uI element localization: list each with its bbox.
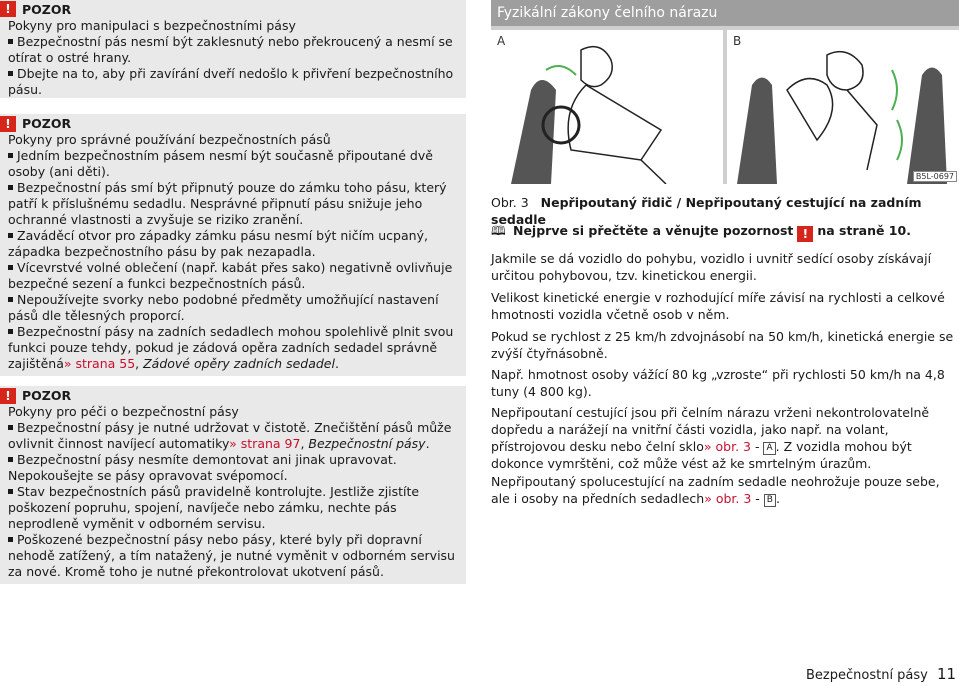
caption-text: Nepřipoutaný řidič / Nepřipoutaný cestující na zadním sedadle (491, 195, 922, 227)
paragraph: Jakmile se dá vozidlo do pohybu, vozidlo i uvnitř sedící osoby získávají určitou pohybovou, tzv. kinetickou energii. (491, 251, 932, 283)
warning-title: POZOR (22, 2, 72, 17)
figure-label-b: B (764, 494, 776, 507)
note-line: 🕮 Nejprve si přečtěte a věnujte pozornost ! na straně 10. (491, 223, 911, 241)
section-reference: Zádové opěry zadních sedadel (143, 356, 335, 371)
page-number: 11 (937, 665, 957, 683)
warning-item: Bezpečnostní pás nesmí být zaklesnutý nebo překroucený a nesmí se otírat o ostré hrany. (8, 34, 453, 65)
figure-code: B5L-0697 (913, 171, 957, 182)
warning-item: Bezpečnostní pásy na zadních sedadlech mohou spolehlivě plnit svou funkci pouze tehdy, pokud je zádová opěra zadních sedadel správně zajištěná» strana 55, Zádové opěry zadních sedadel. (8, 324, 454, 371)
warning-box-2 (0, 114, 466, 376)
unbelted-driver-illustration (491, 30, 723, 184)
warning-item: Bezpečnostní pásy nesmíte demontovat ani jinak upravovat. Nepokoušejte se pásy opravovat svépomocí. (8, 452, 397, 483)
paragraph: Velikost kinetické energie v rozhodující míře závisí na rychlosti a celkové hmotnosti vozidla včetně osob v něm. (491, 290, 945, 322)
book-icon: 🕮 (491, 223, 506, 238)
warning-item: Nepoužívejte svorky nebo podobné předměty umožňující nastavení pásů dle tělesných proporcí. (8, 292, 439, 323)
unbelted-rear-passenger-illustration (727, 30, 959, 184)
caption-number: Obr. 3 (491, 195, 529, 210)
warning-box-3 (0, 386, 466, 584)
paragraph: Pokud se rychlost z 25 km/h zdvojnásobí na 50 km/h, kinetická energie se zvýší čtyřnásobně. (491, 329, 954, 361)
panel-label-a: A (497, 34, 506, 48)
warning-item: Poškozené bezpečnostní pásy nebo pásy, které byly při dopravní nehodě zatížený, a tím natažený, je nutné vyměnit v odborném servisu za nové. Kromě toho je nutné překontrolovat ukotvení pásů. (8, 532, 455, 579)
warning-subtitle: Pokyny pro správné používání bezpečnostních pásů (8, 132, 331, 147)
warning-subtitle: Pokyny pro péči o bezpečnostní pásy (8, 404, 239, 419)
warning-item: Bezpečnostní pásy je nutné udržovat v čistotě. Znečištění pásů může ovlivnit činnost navíjecí automatiky» strana 97, Bezpečnostní pásy. (8, 420, 452, 451)
warning-item: Jedním bezpečnostním pásem nesmí být současně připoutané dvě osoby (ani děti). (8, 148, 433, 179)
warning-icon: ! (0, 116, 16, 132)
warning-item: Zaváděcí otvor pro západky zámku pásu nesmí být ničím ucpaný, západka bezpečnostního pásu by pak nezapadla. (8, 228, 428, 259)
warning-item: Stav bezpečnostních pásů pravidelně kontrolujte. Jestliže zjistíte poškození popruhu, spojení, navíječe nebo zámku, nechte pás neprodleně vyměnit v odborném servisu. (8, 484, 420, 531)
page-link[interactable]: » strana 97 (229, 436, 301, 451)
warning-subtitle: Pokyny pro manipulaci s bezpečnostními pásy (8, 18, 296, 33)
warning-icon: ! (797, 226, 813, 242)
warning-icon: ! (0, 1, 16, 17)
figure-header: Fyzikální zákony čelního nárazu (491, 0, 959, 26)
figure-panel-a (491, 30, 723, 184)
warning-title: POZOR (22, 388, 72, 403)
page-link[interactable]: » strana 55 (63, 356, 136, 371)
paragraph: Nepřipoutaný spolucestující na zadním sedadle neohrožuje pouze sebe, ale i osoby na předních sedadlech» obr. 3 - B . (491, 474, 940, 506)
warning-item: Vícevrstvé volné oblečení (např. kabát přes sako) negativně ovlivňuje bezpečné sezení a funkci bezpečnostních pásů. (8, 260, 453, 291)
footer-section: Bezpečnostní pásy (806, 668, 928, 683)
warning-item: Bezpečnostní pás smí být připnutý pouze do zámku toho pásu, který patří k příslušnému sedadlu. Nesprávné připnutí pásu snižuje jeho ochranné vlastnosti a zvyšuje se riziko zranění. (8, 180, 447, 227)
warning-box-1 (0, 0, 466, 98)
paragraph: Nepřipoutaní cestující jsou při čelním nárazu vrženi nekontrolovatelně dopředu a narážejí na vnitřní části vozidla, jako např. na volant, přístrojovou desku nebo čelní sklo» obr. 3 - A . Z vozidla mohou být dokonce vymrštěni, což může vést až ke smrtelným úrazům. (491, 405, 930, 471)
figure-panel-b (727, 30, 959, 184)
warning-icon: ! (0, 388, 16, 404)
section-reference: Bezpečnostní pásy (308, 436, 426, 451)
panel-label-b: B (733, 34, 742, 48)
figure-link[interactable]: » obr. 3 (703, 439, 751, 454)
figure-label-a: A (763, 442, 775, 455)
warning-item: Dbejte na to, aby při zavírání dveří nedošlo k přivření bezpečnostního pásu. (8, 66, 454, 97)
paragraph: Např. hmotnost osoby vážící 80 kg „vzroste“ při rychlosti 50 km/h na 4,8 tuny (4 800 kg). (491, 367, 945, 399)
warning-title: POZOR (22, 116, 72, 131)
figure-link[interactable]: » obr. 3 (704, 491, 752, 506)
